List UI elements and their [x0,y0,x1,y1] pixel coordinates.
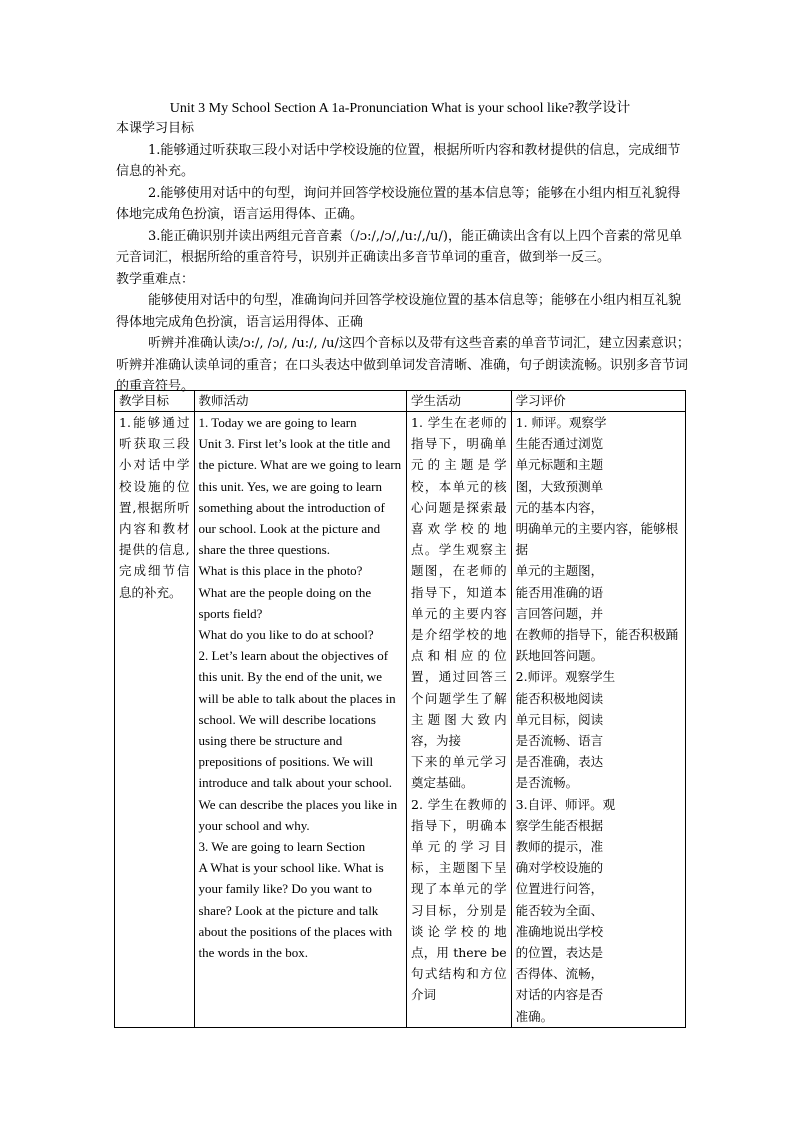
cell-teacher [194,412,406,1028]
key-point-2: 听辨并准确认读/ɔ:/, /ɔ/, /u:/, /u/这四个音标以及带有这些音素的单音节词汇，建立因素意识；听辨并准确认读单词的重音；在口头表达中做到单词发音清晰、准确，句子朗读流畅。识别多音节词的重音符号。 [116,336,690,394]
key-point-1: 能够使用对话中的句型，准确询问并回答学校设施位置的基本信息等；能够在小组内相互礼貌得体地完成角色扮演，语言运用得体、正确 [116,293,682,330]
cell-goal [115,412,195,1028]
section-heading-key-points: 教学重难点： [116,271,195,287]
goal-text: 1.能够通过听获取三段小对话中学校设施的位置,根据所听内容和教材提供的信息,完成细节信息的补充。 [119,415,190,600]
header-student-activity: 学生活动 [407,391,512,412]
intro-section [116,118,690,398]
header-goal: 教学目标 [115,391,195,412]
objective-3: 3.能正确识别并读出两组元音音素（/ɔ:/,/ɔ/,/u:/,/u/)，能正确读出含有以上四个音素的常见单元音词汇，根据所给的重音符号，识别并正确读出多音节单词的重音，做到举一反三。 [116,228,682,265]
cell-evaluation [511,412,685,1028]
table-header-row [115,391,686,412]
header-teacher-activity: 教师活动 [194,391,406,412]
objective-1: 1.能够通过听获取三段小对话中学校设施的位置，根据所听内容和教材提供的信息，完成细节信息的补充。 [116,142,681,179]
table-row [115,412,686,1028]
cell-student [407,412,512,1028]
document-title: Unit 3 My School Section A 1a-Pronunciation What is your school like?教学设计 [169,101,631,116]
evaluation-text: 1. 师评。观察学 生能否通过浏览 单元标题和主题 图，大致预测单 元的基本内容， 明确单元的主要内容，能够根据 单元的主题图， 能否用准确的语 言回答问题，并 在教师的指导下，能否积极踊跃地回答问题。 2.师评。观察学生 能否积极地阅读 单元目标，阅读 是否流畅、语言 是否准确，表达 是否流畅。 3.自评、师评。观 察学生能否根据 教师的提示，准 确对学校设施的 位置进行问答， 能否较为全面、 准确地说出学校 的位置，表达是 否得体、流畅， 对话的内容是否 准确。 [515,415,679,1024]
lesson-plan-table [114,390,686,1028]
header-evaluation: 学习评价 [511,391,685,412]
section-heading-objectives: 本课学习目标 [116,121,195,136]
student-activity-text: 1. 学生在老师的指导下，明确单元的主题是学校，本单元的核心问题是探索最喜欢学校的地点。学生观察主题图，在老师的指导下，知道本单元的主要内容是介绍学校的地点和相应的位置，通过回答三个问题学生了解主题图大致内容，为接 下来的单元学习奠定基础。 2. 学生在教师的指导下，明确本单元的学习目标，主题图下呈现了本单元的学习目标，分别是谈论学校的地点，用 there be 句式结构和方位介词 [411,415,507,1003]
objective-2: 2.能够使用对话中的句型，询问并回答学校设施位置的基本信息等；能够在小组内相互礼貌得体地完成角色扮演，语言运用得体、正确。 [116,185,681,222]
teacher-activity-text: 1. Today we are going to learn Unit 3. First let’s look at the title and the picture. What are we going to learn this unit. Yes, we are going to learn something about the introduction of our school. Look at the picture and share the three questions. What is this place in the photo? What are the people doing on the sports field? What do you like to do at school? 2. Let’s learn about the objectives of this unit. By the end of the unit, we will be able to talk about the places in school. We will describe locations using there be structure and prepositions of positions. We will introduce and talk about your school. We can describe the places you like in your school and why. 3. We are going to learn Section A What is your school like. What is your family like? Do you want to share? Look at the picture and talk about the positions of the places with the words in the box. [198,415,402,961]
